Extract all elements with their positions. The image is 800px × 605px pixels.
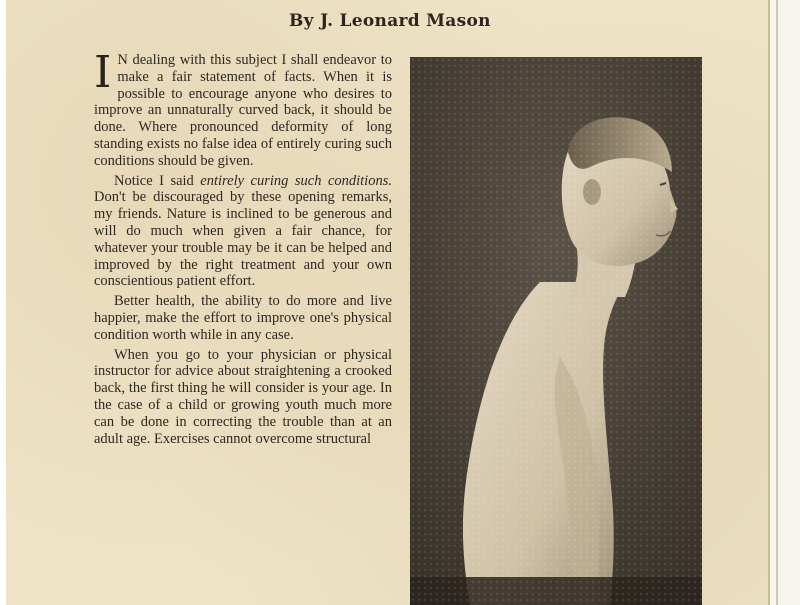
paragraph-1-text: N dealing with this subject I shall endeavor to make a fair statement of facts. When it is possible to encourage anyone who desires to improve an unnaturally curved back, it should be done. Where pronounced deformity of long standing exists no false idea of entirely curing such conditions should be given. — [94, 52, 392, 169]
paragraph-1 — [94, 47, 392, 170]
drop-cap: I — [94, 47, 112, 98]
article-text-column — [94, 47, 392, 450]
paragraph-2-text: Don't be discouraged by these opening remarks, my friends. Nature is inclined to be generous and will do much when given a fair chance, for whatever your trouble may be it can be helped and improved by the right treatment and your own conscientious patient effort. — [94, 189, 392, 290]
paragraph-2 — [94, 173, 392, 291]
profile-photograph — [410, 57, 702, 605]
article-byline: By J. Leonard Mason — [289, 11, 491, 31]
notice-lead: Notice I said — [114, 172, 201, 189]
paragraph-4: When you go to your physician or physical instructor for advice about straightening a crooked back, the first thing he will consider is your age. In the case of a child or growing youth much more can be done in correcting the trouble than at an adult age. Exercises cannot overcome structural — [94, 346, 392, 447]
scan-margin — [770, 0, 800, 605]
paragraph-3: Better health, the ability to do more and live happier, make the effort to improve one's physical condition worth while in any case. — [94, 293, 392, 343]
spine-line — [776, 0, 778, 605]
magazine-page — [6, 0, 770, 605]
notice-italic: entirely curing such conditions. — [200, 172, 392, 189]
